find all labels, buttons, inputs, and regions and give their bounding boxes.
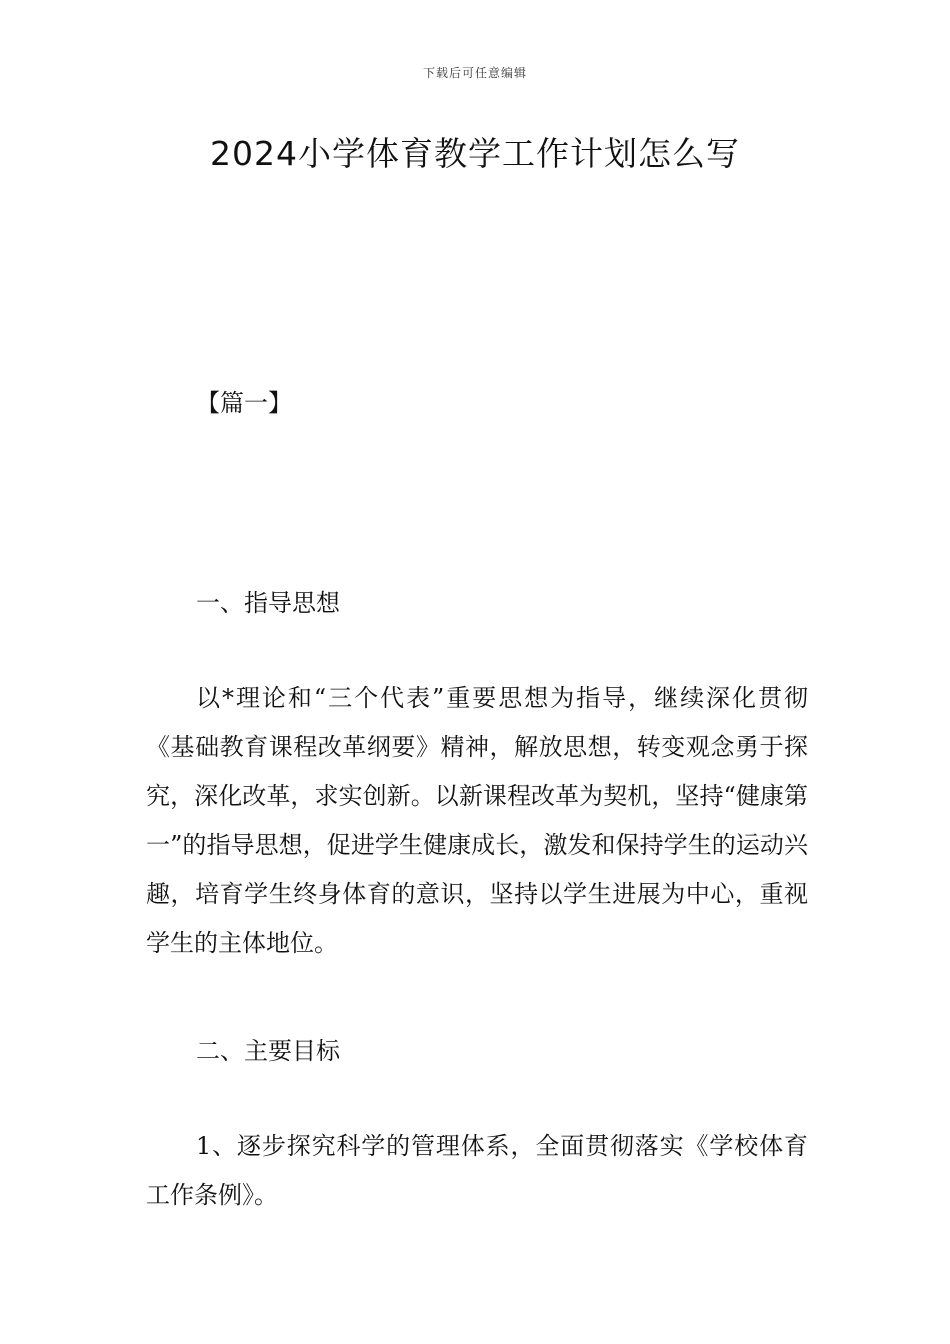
paragraph-goal-1: 1、逐步探究科学的管理体系，全面贯彻落实《学校体育工作条例》。 <box>146 1132 808 1209</box>
heading-main-goals: 二、主要目标 <box>196 1037 340 1065</box>
heading-guiding-thought: 一、指导思想 <box>196 589 340 617</box>
document-title: 2024小学体育教学工作计划怎么写 <box>210 134 740 173</box>
paragraph-guiding-thought: 以*理论和“三个代表”重要思想为指导，继续深化贯彻《基础教育课程改革纲要》精神，解放思想，转变观念勇于探究，深化改革，求实创新。以新课程改革为契机，坚持“健康第一”的指导思想，促进学生健康成长，激发和保持学生的运动兴趣，培育学生终身体育的意识，坚持以学生进展为中心，重视学生的主体地位。 <box>146 684 808 957</box>
header-note: 下载后可任意编辑 <box>422 66 527 80</box>
section-marker: 【篇一】 <box>196 389 292 417</box>
